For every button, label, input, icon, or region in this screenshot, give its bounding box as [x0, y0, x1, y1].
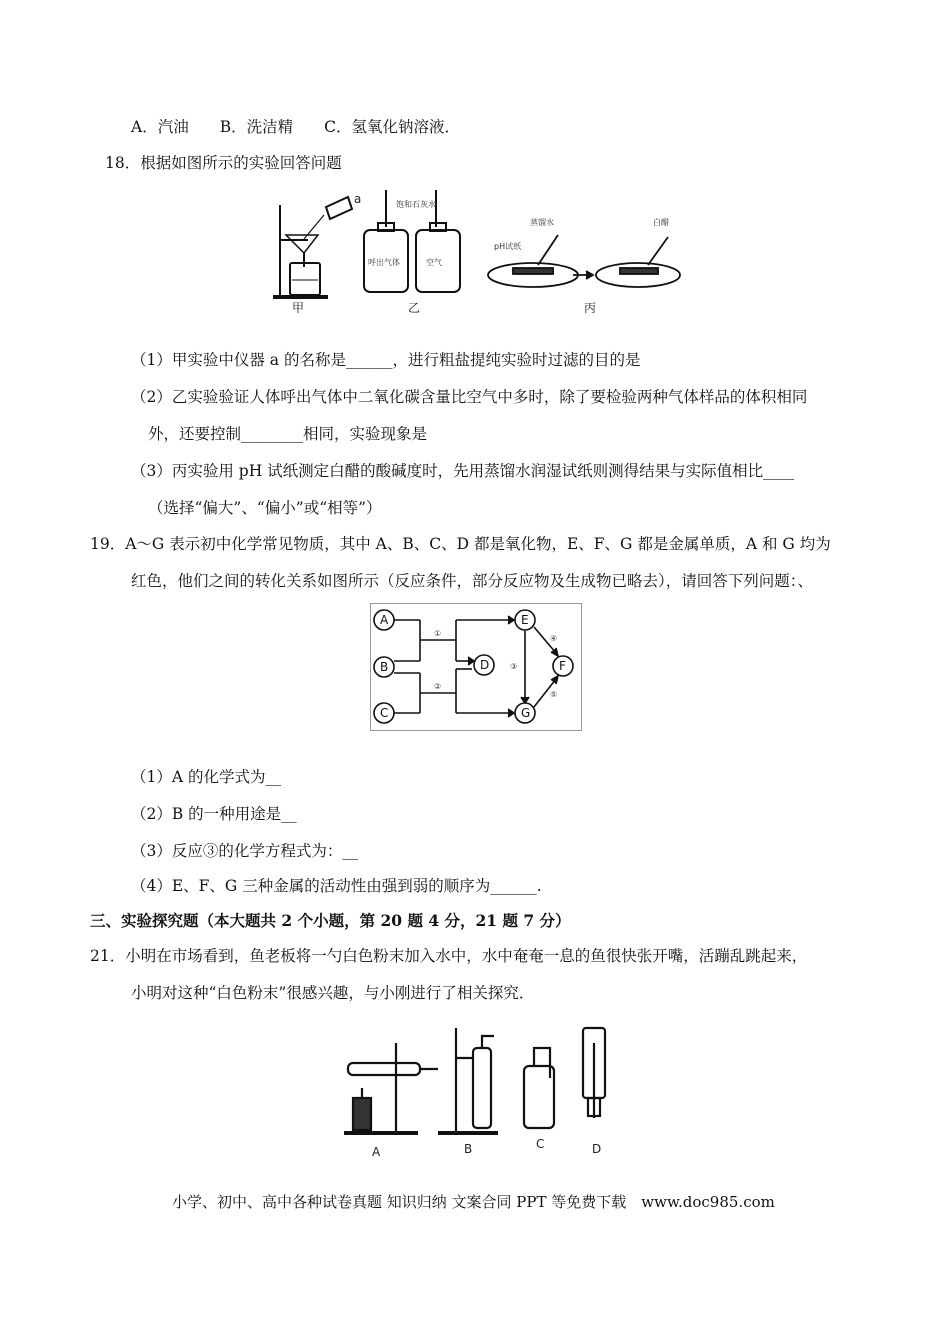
- q19-stem-b: 红色，他们之间的转化关系如图所示（反应条件，部分反应物及生成物已略去），请回答下列问题：、: [131, 572, 814, 590]
- reaction-5: ⑤: [550, 690, 558, 699]
- label-app-a: A: [372, 1145, 381, 1159]
- node-f: F: [559, 659, 566, 673]
- label-vinegar: 白醋: [653, 218, 669, 227]
- reaction-2: ②: [434, 682, 442, 691]
- q18-part2b: 外，还要控制________相同，实验现象是: [148, 425, 428, 443]
- q21-stem-b: 小明对这种“白色粉末”很感兴趣，与小刚进行了相关探究．: [131, 984, 535, 1002]
- node-c: C: [380, 706, 389, 720]
- node-a: A: [380, 613, 389, 627]
- caption-jia: 甲: [292, 301, 305, 315]
- q18-part3a: （3）丙实验用 pH 试纸测定白醋的酸碱度时，先用蒸馏水润湿试纸则测得结果与实际值相比____: [131, 462, 795, 480]
- caption-yi: 乙: [408, 301, 421, 315]
- bottle-kongqi: 空气: [426, 258, 442, 267]
- q19-diagram: [370, 603, 582, 731]
- label-app-d: D: [592, 1142, 602, 1156]
- q18-stem: 18．根据如图所示的实验回答问题: [105, 154, 342, 172]
- q19-part4: （4）E、F、G 三种金属的活动性由强到弱的顺序为______.: [131, 877, 542, 895]
- q19-part3: （3）反应③的化学方程式为：__: [131, 842, 358, 860]
- q19-stem-a: 19．A～G 表示初中化学常见物质，其中 A、B、C、D 都是氧化物，E、F、G 都是金属单质，A 和 G 均为: [90, 535, 831, 553]
- q18-part1: （1）甲实验中仪器 a 的名称是______，进行粗盐提纯实验时过滤的目的是: [131, 351, 641, 369]
- node-b: B: [380, 660, 389, 674]
- node-e: E: [521, 613, 529, 627]
- q21-figure: [338, 1018, 618, 1163]
- filtration-apparatus: [273, 197, 352, 297]
- section-3-heading: 三、实验探究题（本大题共 2 个小题，第 20 题 4 分，21 题 7 分）: [90, 911, 571, 930]
- label-app-b: B: [464, 1142, 473, 1156]
- page-footer: 小学、初中、高中各种试卷真题 知识归纳 文案合同 PPT 等免费下载 www.doc985.com: [172, 1193, 775, 1211]
- q18-part3b: （选择“偏大”、“偏小”或“相等”）: [148, 499, 382, 517]
- label-app-c: C: [536, 1137, 545, 1151]
- q19-part2: （2）B 的一种用途是__: [131, 805, 297, 823]
- q17-options: A．汽油 B．洗洁精 C．氢氧化钠溶液．: [131, 118, 460, 136]
- q19-part1: （1）A 的化学式为__: [131, 768, 281, 786]
- q18-figure: [268, 185, 698, 315]
- node-g: G: [521, 706, 531, 720]
- bottle-huchu: 呼出气体: [368, 258, 400, 267]
- label-distilled-water: 蒸馏水: [530, 218, 554, 227]
- caption-bing: 丙: [584, 301, 597, 315]
- node-d: D: [480, 658, 490, 672]
- q18-part2a: （2）乙实验验证人体呼出气体中二氧化碳含量比空气中多时，除了要检验两种气体样品的体积相同: [131, 388, 808, 406]
- reaction-3: ③: [510, 662, 518, 671]
- reaction-4: ④: [550, 634, 558, 643]
- q21-stem-a: 21．小明在市场看到，鱼老板将一勺白色粉末加入水中，水中奄奄一息的鱼很快张开嘴，活蹦乱跳起来，: [90, 947, 808, 965]
- reagent-limewater: 饱和石灰水: [396, 200, 436, 209]
- label-ph-paper: pH试纸: [494, 242, 522, 251]
- label-a: a: [354, 192, 362, 206]
- reaction-1: ①: [434, 629, 442, 638]
